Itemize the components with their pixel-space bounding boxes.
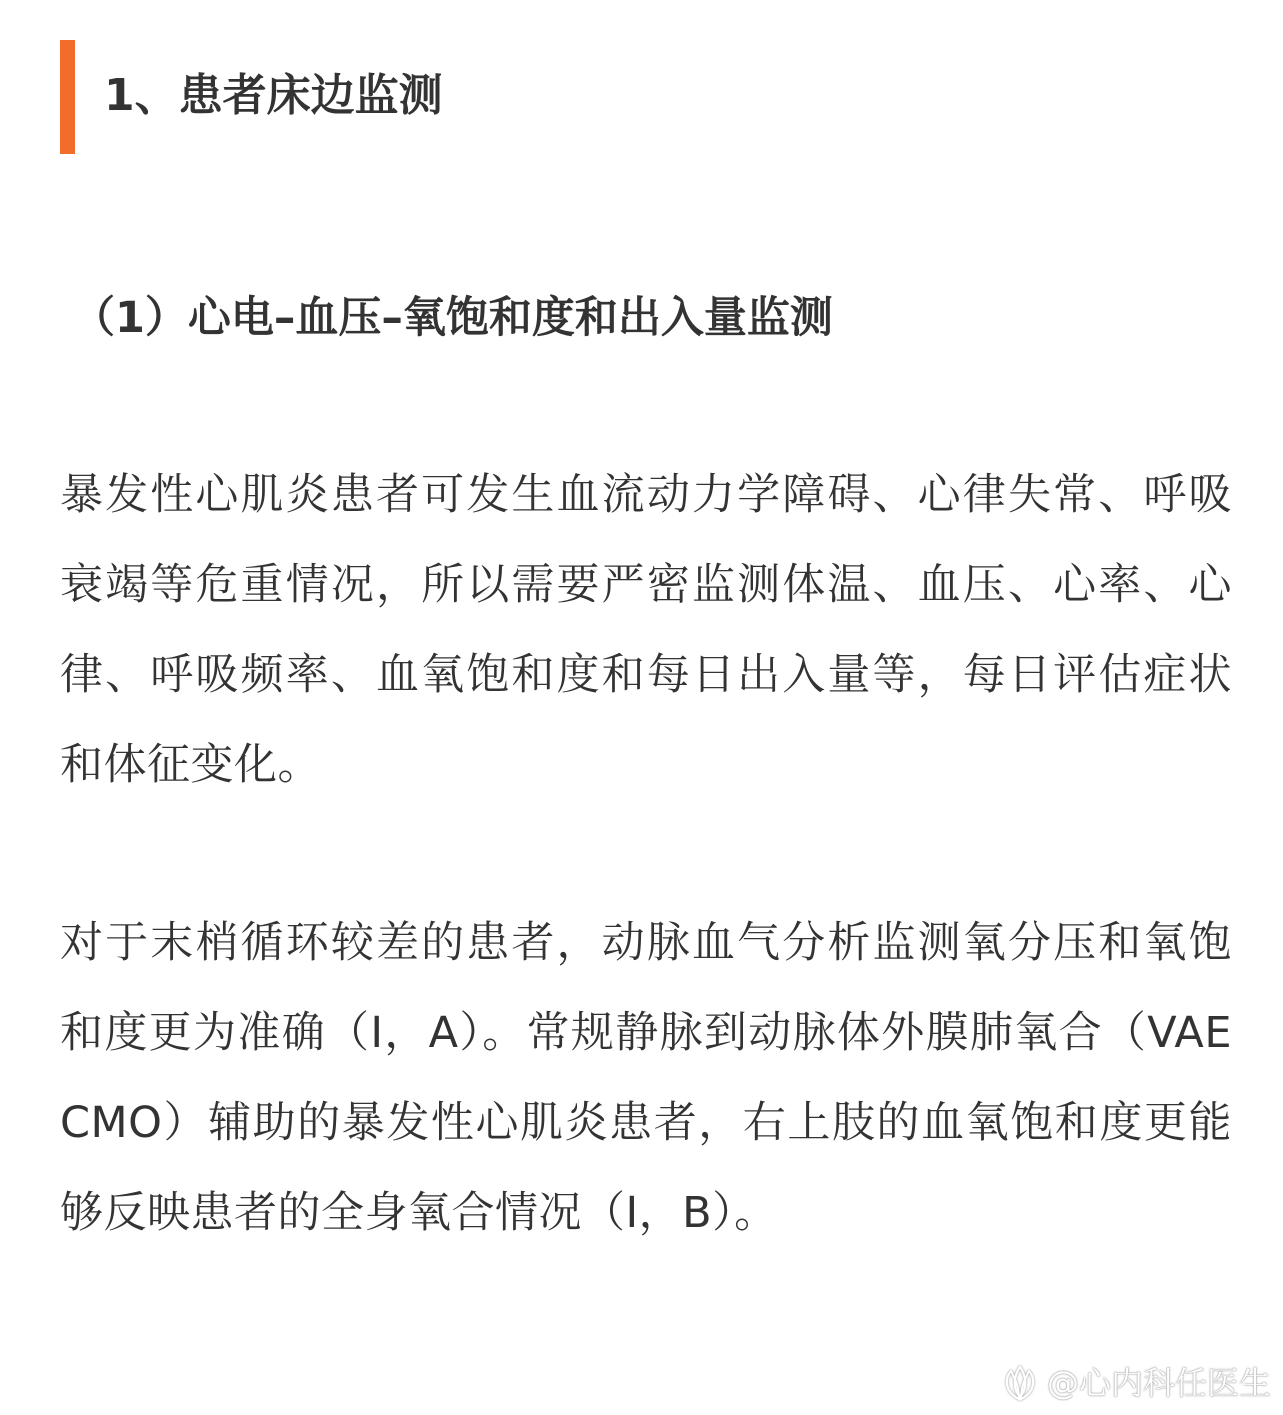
section-title: 1、患者床边监测 [104, 70, 443, 121]
watermark-text: @心内科任医生 [1046, 1364, 1271, 1402]
subsection-title: （1）心电–血压–氧饱和度和出入量监测 [72, 293, 833, 343]
section-accent-bar [60, 40, 75, 154]
section-header [60, 40, 1220, 154]
body-paragraph: 对于末梢循环较差的患者，动脉血气分析监测氧分压和氧饱和度更为准确（Ⅰ，A）。常规静脉到动脉体外膜肺氧合（VAECMO）辅助的暴发性心肌炎患者，右上肢的血氧饱和度更能够反映患者的全身氧合情况（Ⅰ，B）。 [60, 918, 1232, 1238]
weibo-logo-icon [997, 1363, 1043, 1403]
watermark [997, 1361, 1271, 1405]
body-paragraph: 暴发性心肌炎患者可发生血流动力学障碍、心律失常、呼吸衰竭等危重情况，所以需要严密监测体温、血压、心率、心律、呼吸频率、血氧饱和度和每日出入量等，每日评估症状和体征变化。 [60, 470, 1232, 790]
